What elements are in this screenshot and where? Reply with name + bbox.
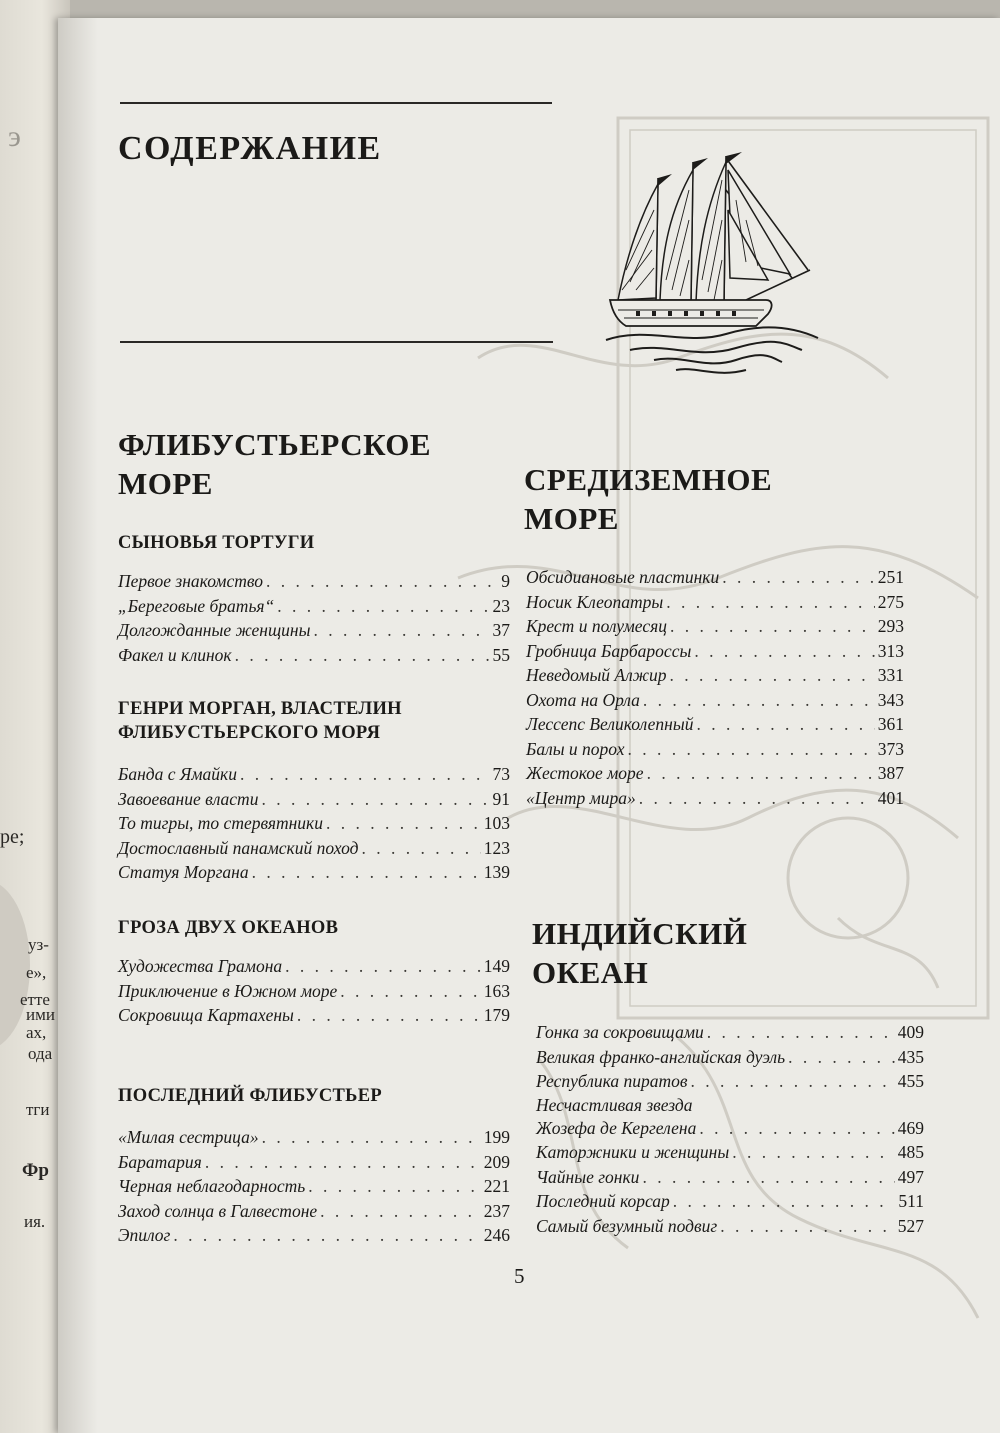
section-title-mediterranean-sea: СРЕДИЗЕМНОЕ МОРЕ: [524, 462, 773, 536]
chapter-title: ГЕНРИ МОРГАН, ВЛАСТЕЛИН ФЛИБУСТЬЕРСКОГО МОРЯ: [118, 699, 402, 743]
toc-entry[interactable]: «Центр мира» . . . 401: [526, 786, 904, 811]
left-page-fragment: е»,: [26, 963, 47, 982]
toc-entry[interactable]: Каторжники и женщины . . . 485: [536, 1140, 924, 1165]
left-page-fragment: етте: [20, 990, 50, 1009]
toc-entry[interactable]: Охота на Орла . . . 343: [526, 688, 904, 713]
toc-entry[interactable]: Первое знакомство . . . 9: [118, 569, 510, 594]
chapter-title: ПОСЛЕДНИЙ ФЛИБУСТЬЕР: [118, 1086, 382, 1106]
toc-entry[interactable]: Статуя Моргана . . . 139: [118, 860, 510, 885]
toc-entry[interactable]: Крест и полумесяц . . . 293: [526, 614, 904, 639]
toc-list: [526, 565, 904, 810]
toc-entry[interactable]: Лессепс Великолепный . . . 361: [526, 712, 904, 737]
toc-entry[interactable]: Баратария . . . 209: [118, 1150, 510, 1175]
book-page: [58, 18, 1000, 1433]
page-number: 5: [514, 1264, 525, 1288]
toc-entry[interactable]: «Милая сестрица» . . . 199: [118, 1125, 510, 1150]
left-page-fragment: ах,: [26, 1023, 47, 1042]
toc-entry[interactable]: Банда с Ямайки . . . 73: [118, 762, 510, 787]
toc-list: [118, 954, 510, 1028]
toc-entry[interactable]: То тигры, то стервятники . . . 103: [118, 811, 510, 836]
toc-list: [118, 762, 510, 885]
toc-entry[interactable]: „Береговые братья“ . . . 23: [118, 594, 510, 619]
toc-entry[interactable]: Факел и клинок . . . 55: [118, 643, 510, 668]
toc-entry[interactable]: Балы и порох . . . 373: [526, 737, 904, 762]
toc-entry[interactable]: Республика пиратов . . . 455: [536, 1069, 924, 1094]
left-page-fragment: Фр: [22, 1160, 49, 1181]
section-title-flibustier-sea: ФЛИБУСТЬЕРСКОЕ МОРЕ: [118, 427, 432, 501]
page-title: СОДЕРЖАНИЕ: [118, 130, 382, 167]
toc-entry[interactable]: Черная неблагодарность . . . 221: [118, 1174, 510, 1199]
toc-entry[interactable]: Достославный панамский поход . . . 123: [118, 836, 510, 861]
toc-entry[interactable]: Обсидиановые пластинки . . . 251: [526, 565, 904, 590]
left-page-fragment: тги: [26, 1100, 50, 1119]
section-title-indian-ocean: ИНДИЙСКИЙ ОКЕАН: [532, 916, 748, 990]
toc-entry[interactable]: Самый безумный подвиг . . . 527: [536, 1214, 924, 1239]
toc-entry[interactable]: Эпилог . . . 246: [118, 1223, 510, 1248]
toc-entry[interactable]: Художества Грамона . . . 149: [118, 954, 510, 979]
toc-entry[interactable]: Сокровища Картахены . . . 179: [118, 1003, 510, 1028]
left-page-fragment: ода: [28, 1044, 53, 1063]
toc-entry[interactable]: Заход солнца в Галвестоне . . . 237: [118, 1199, 510, 1224]
left-page-fragment: ими: [26, 1005, 55, 1024]
toc-list: [118, 1125, 510, 1248]
chapter-title: ГРОЗА ДВУХ ОКЕАНОВ: [118, 918, 339, 938]
toc-entry[interactable]: Долгожданные женщины . . . 37: [118, 618, 510, 643]
left-page-fragment: э: [8, 120, 21, 153]
section-rule: [120, 341, 553, 343]
toc-list: [118, 569, 510, 667]
toc-entry[interactable]: Гонка за сокровищами . . . 409: [536, 1020, 924, 1045]
left-page-fragment: ия.: [24, 1212, 46, 1231]
toc-entry[interactable]: Носик Клеопатры . . . 275: [526, 590, 904, 615]
toc-entry[interactable]: Несчастливая звезда Жозефа де Кергелена . . . 469: [536, 1094, 924, 1141]
toc-entry[interactable]: Великая франко-английская дуэль . . . 435: [536, 1045, 924, 1070]
toc-entry[interactable]: Чайные гонки . . . 497: [536, 1165, 924, 1190]
left-page-fragment: уз-: [28, 935, 49, 954]
sailing-ship-icon: [596, 150, 826, 382]
toc-list: [536, 1020, 924, 1238]
toc-entry[interactable]: Жестокое море . . . 387: [526, 761, 904, 786]
toc-entry[interactable]: Приключение в Южном море . . . 163: [118, 979, 510, 1004]
chapter-title: СЫНОВЬЯ ТОРТУГИ: [118, 533, 315, 553]
toc-entry[interactable]: Гробница Барбароссы . . . 313: [526, 639, 904, 664]
left-page-fragment: ре;: [0, 826, 25, 848]
top-rule: [120, 102, 552, 104]
toc-entry[interactable]: Завоевание власти . . . 91: [118, 787, 510, 812]
toc-entry[interactable]: Последний корсар . . . 511: [536, 1189, 924, 1214]
toc-entry[interactable]: Неведомый Алжир . . . 331: [526, 663, 904, 688]
